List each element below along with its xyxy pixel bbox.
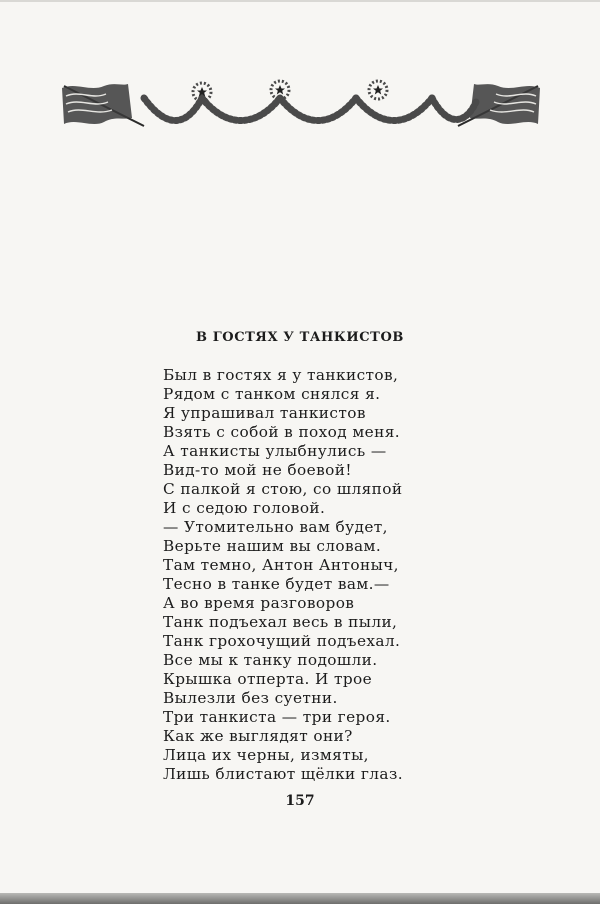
poem-line: Верьте нашим вы словам. [163, 537, 382, 555]
page-number: 157 [285, 793, 315, 809]
flags-garland-ornament [56, 68, 546, 138]
poem-line: Как же выглядят они? [163, 727, 353, 745]
poem-line: А во время разговоров [163, 594, 355, 612]
poem-line: Танк подъехал весь в пыли, [163, 613, 398, 631]
poem-line: Вылезли без суетни. [163, 689, 338, 707]
poem-line: Лица их черны, измяты, [163, 746, 369, 764]
poem-line: А танкисты улыбнулись — [163, 442, 387, 460]
poem-line: С палкой я стою, со шляпой [163, 480, 403, 498]
poem-line: Танк грохочущий подъехал. [163, 632, 401, 650]
left-flag-icon [62, 84, 132, 124]
poem-line: Взять с собой в поход меня. [163, 423, 401, 441]
poem-line: Вид-то мой не боевой! [163, 461, 352, 479]
star-icon [369, 81, 387, 99]
poem-line: Лишь блистают щёлки глаз. [163, 765, 403, 783]
poem-line: И с седою головой. [163, 499, 326, 517]
garland-icon [144, 98, 476, 121]
poem-line: Там темно, Антон Антоныч, [163, 556, 399, 574]
poem-line: — Утомительно вам будет, [163, 518, 388, 536]
poem-line: Крышка отперта. И трое [163, 670, 373, 688]
poem-line: Тесно в танке будет вам.— [163, 575, 390, 593]
page-bottom-edge [0, 893, 600, 904]
poem-line: Был в гостях я у танкистов, [163, 366, 399, 384]
poem-line: Три танкиста — три героя. [163, 708, 391, 726]
page-top-edge [0, 0, 600, 2]
poem-line: Я упрашивал танкистов [163, 404, 366, 422]
poem-title: В ГОСТЯХ У ТАНКИСТОВ [196, 330, 404, 345]
right-flag-icon [470, 84, 540, 124]
poem-line: Рядом с танком снялся я. [163, 385, 381, 403]
poem-body [163, 366, 403, 784]
poem-line: Все мы к танку подошли. [163, 651, 378, 669]
